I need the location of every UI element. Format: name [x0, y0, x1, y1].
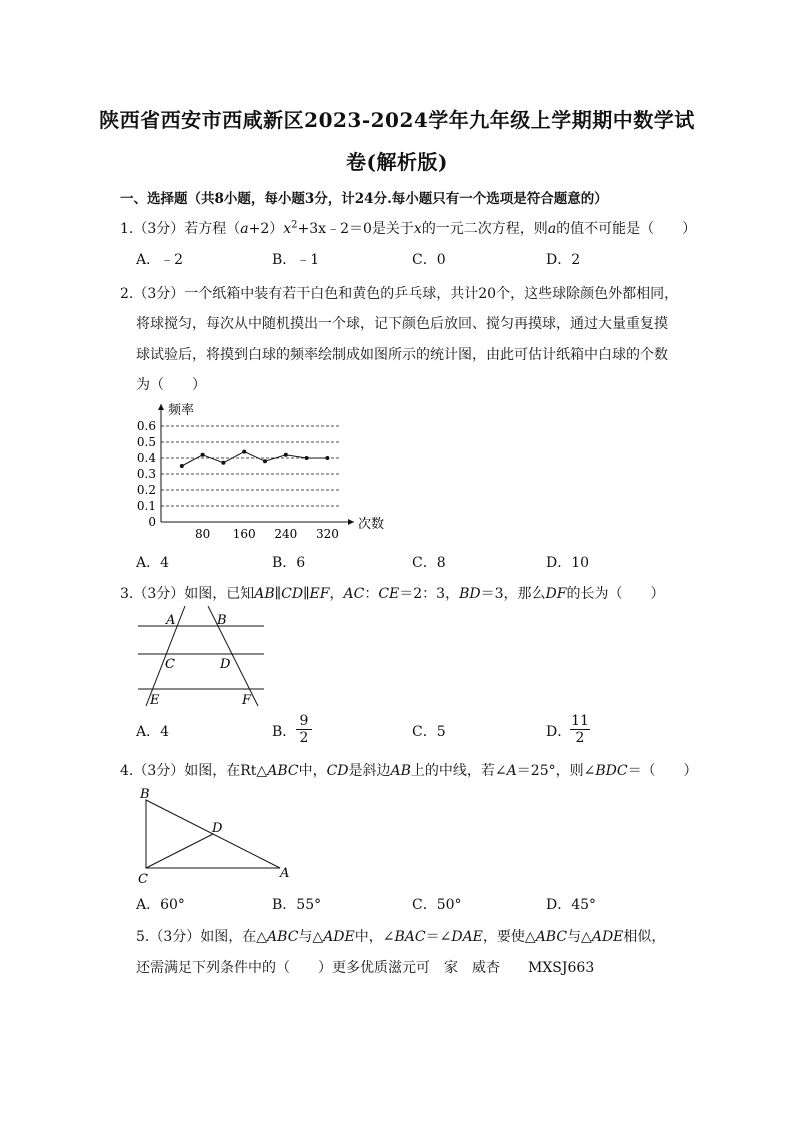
question-2-option-b[interactable]: B．6 — [272, 555, 306, 571]
question-1-option-c[interactable]: C．0 — [412, 252, 446, 268]
question-2-line-2: 将球搅匀，每次从中随机摸出一个球，记下颜色后放回、搅匀再摸球，通过大量重复摸 — [136, 316, 668, 332]
label-b: B — [217, 613, 227, 628]
frequency-chart — [126, 398, 396, 546]
x-tick-label: 80 — [194, 527, 211, 541]
question-4-option-d[interactable]: D．45° — [546, 897, 597, 913]
label-a: A — [166, 613, 176, 628]
label-a: A — [280, 866, 290, 881]
page-title-line-2: 卷(解析版) — [346, 150, 448, 174]
data-point — [305, 456, 309, 460]
y-tick-label: 0.4 — [136, 451, 156, 465]
question-3-option-a[interactable]: A．4 — [136, 724, 170, 740]
question-4-option-b[interactable]: B．55° — [272, 897, 322, 913]
question-2-option-a[interactable]: A．4 — [136, 555, 170, 571]
question-5-line-2: 还需满足下列条件中的（ ）更多优质滋元可 家 威杏 MXSJ663 — [136, 960, 595, 976]
question-3-option-c[interactable]: C．5 — [412, 724, 446, 740]
y-axis-label: 频率 — [168, 403, 195, 418]
question-3-option-b-fraction: $\frac{9}{2}$ — [296, 713, 312, 746]
label-d: D — [220, 657, 231, 672]
x-axis-label: 次数 — [358, 517, 385, 532]
question-2-line-3: 球试验后，将摸到白球的频率绘制成如图所示的统计图，由此可估计纸箱中白球的个数 — [136, 347, 668, 363]
question-1-stem: 1.（3分）若方程$(a+2)x^2+3x﹣2=0$是关于x的一元二次方程，则a的值不可能是（ ） — [120, 219, 697, 237]
question-1-option-d[interactable]: D．2 — [546, 252, 581, 268]
data-point — [180, 464, 184, 468]
right-triangle-figure — [134, 784, 298, 886]
data-point — [284, 453, 288, 457]
label-c: C — [165, 657, 175, 672]
data-point — [325, 456, 329, 460]
question-2-option-d[interactable]: D．10 — [546, 555, 590, 571]
x-tick-label: 240 — [274, 527, 298, 541]
label-d: D — [212, 821, 223, 836]
data-point — [263, 459, 267, 463]
question-3-stem: 3.（3分）如图，已知AB∥CD∥EF，AC：CE＝2：3，BD＝3，那么DF的长为（ ） — [120, 586, 665, 602]
y-tick-label: 0.3 — [136, 467, 156, 481]
y-tick-label: 0.2 — [136, 483, 156, 497]
question-2-line-4: 为（ ） — [136, 377, 206, 393]
section-heading: 一、选择题（共8小题，每小题3分，计24分.每小题只有一个选项是符合题意的） — [120, 191, 608, 207]
label-b: B — [140, 787, 150, 802]
data-point — [201, 453, 205, 457]
label-c: C — [138, 872, 148, 886]
label-f: F — [242, 693, 252, 708]
chart-gridlines — [161, 426, 340, 506]
question-4-option-a[interactable]: A．60° — [136, 897, 185, 913]
question-2-line-1: 2.（3分）一个纸箱中装有若干白色和黄色的乒乓球，共计20个，这些球除颜色外都相同， — [120, 286, 679, 302]
question-2-option-c[interactable]: C．8 — [412, 555, 446, 571]
question-3-option-d[interactable]: D． — [546, 724, 572, 740]
y-tick-label: 0.6 — [136, 419, 156, 433]
data-point — [242, 450, 246, 454]
parallel-lines-figure — [134, 606, 268, 710]
question-1-option-b[interactable]: B．﹣1 — [272, 252, 320, 268]
median-cd — [146, 834, 213, 868]
x-tick-label: 160 — [232, 527, 256, 541]
question-3-option-b[interactable]: B． — [272, 724, 297, 740]
x-tick-label: 320 — [315, 527, 339, 541]
question-3-option-d-fraction: $\frac{11}{2}$ — [571, 713, 589, 746]
y-tick-label: 0.1 — [136, 499, 156, 513]
question-1-option-a[interactable]: A．﹣2 — [136, 252, 184, 268]
page-title-line-1: 陕西省西安市西咸新区2023-2024学年九年级上学期期中数学试 — [99, 108, 695, 132]
label-e: E — [150, 693, 160, 708]
question-4-stem: 4.（3分）如图，在Rt△ABC中，CD是斜边AB上的中线，若∠A＝25°，则∠BDC＝（ ） — [120, 763, 698, 779]
transversal-right — [208, 606, 258, 706]
question-5-stem: 5.（3分）如图，在△ABC与△ADE中，∠BAC＝∠DAE，要使△ABC与△ADE相似， — [136, 929, 666, 945]
data-point — [221, 461, 225, 465]
question-4-option-c[interactable]: C．50° — [412, 897, 462, 913]
y-tick-label: 0.5 — [136, 435, 156, 449]
y-tick-label: 0 — [148, 515, 156, 529]
